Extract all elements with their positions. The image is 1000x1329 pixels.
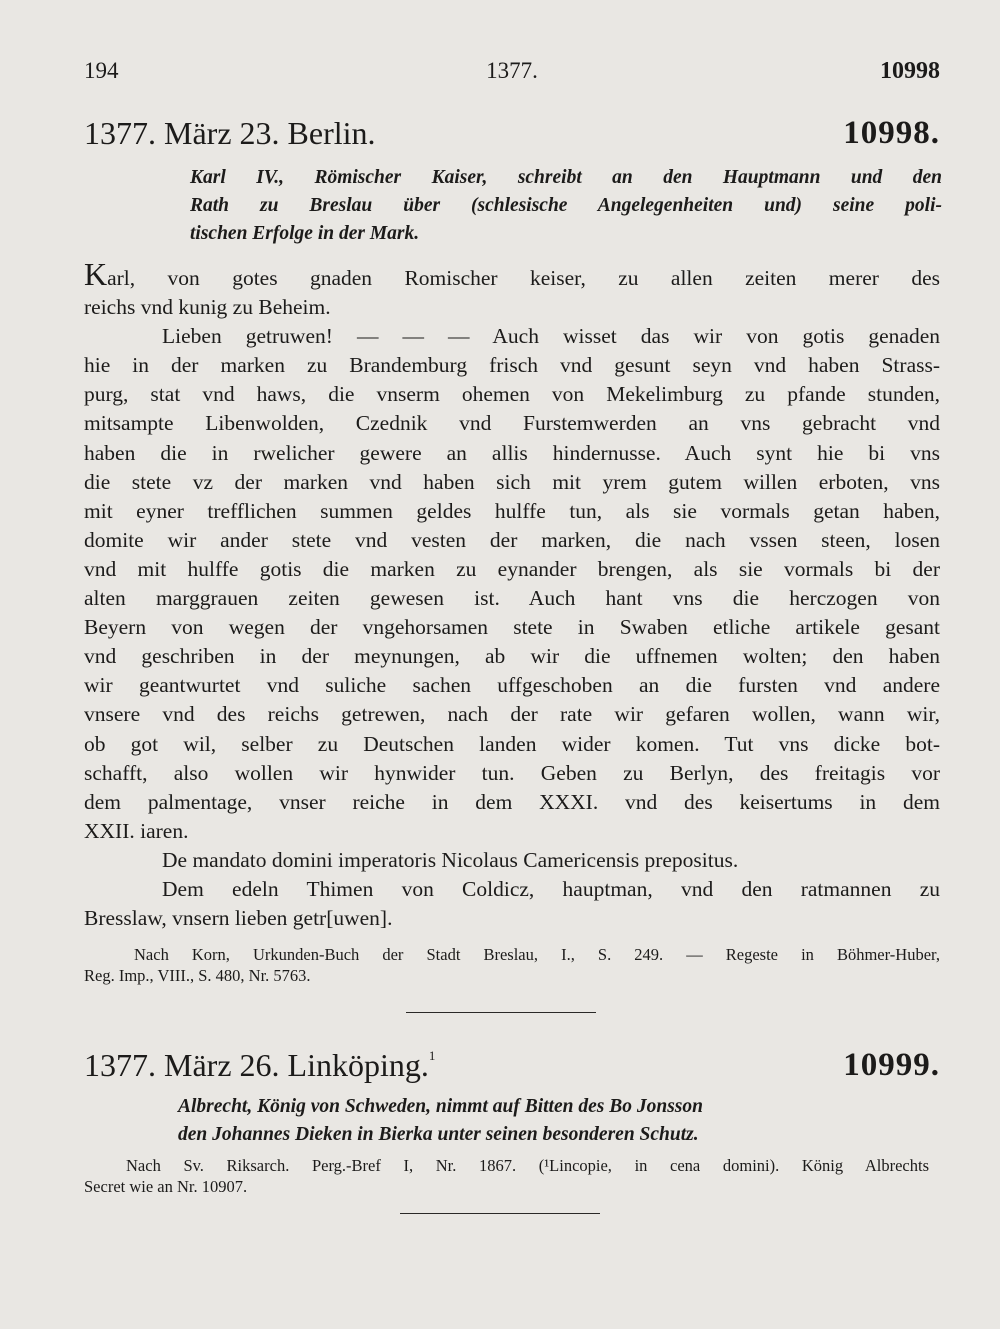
running-year: 1377.: [486, 58, 538, 83]
entry-date-place: 1377. März 26. Linköping.$^1$: [84, 1047, 436, 1083]
drop-cap: K: [84, 256, 108, 292]
running-head: [84, 58, 940, 92]
body-line: Beyern von wegen der vngehorsamen stete in Swaben etliche artikele gesant: [84, 615, 940, 640]
footnote-mark: 1: [428, 1048, 436, 1063]
running-entry-number: 10998: [880, 58, 940, 84]
section-divider: [406, 1012, 596, 1013]
document-body-text: [84, 256, 940, 933]
body-line: reichs vnd kunig zu Beheim.: [84, 295, 331, 320]
entry-number: 10999.: [843, 1047, 940, 1083]
body-line: alten marggrauen zeiten gewesen ist. Auch hant vns die herczogen von: [84, 586, 940, 611]
body-line: Dem edeln Thimen von Coldicz, hauptman, vnd den ratmannen zu: [162, 876, 940, 901]
entry-date-place: 1377. März 23. Berlin.: [84, 115, 376, 151]
body-line: schafft, also wollen wir hynwider tun. Geben zu Berlyn, des freitagis vor: [84, 760, 940, 785]
body-line: mitsampte Libenwolden, Czednik vnd Furstemwerden an vns gebracht vnd: [84, 411, 940, 436]
body-line: vnsere vnd des reichs getrewen, nach der rate wir gefaren wollen, wann wir,: [84, 702, 940, 727]
section-divider: [400, 1213, 600, 1214]
source-note-10998: [84, 944, 940, 986]
entry-summary-10999: [178, 1093, 930, 1149]
body-line: De mandato domini imperatoris Nicolaus Camericensis prepositus.: [162, 847, 739, 872]
body-line: hie in der marken zu Brandemburg frisch vnd gesunt seyn vnd haben Strass-: [84, 353, 940, 378]
summary-line: Karl IV., Römischer Kaiser, schreibt an den Hauptmann und den: [190, 167, 942, 188]
entry-number: 10998.: [843, 115, 940, 151]
body-line: Lieben getruwen! — — — Auch wisset das wir von gotis genaden: [162, 324, 940, 349]
source-note-10999: [84, 1155, 929, 1197]
entry-summary-10998: [190, 164, 942, 248]
summary-line: Rath zu Breslau über (schlesische Angelegenheiten und) seine poli-: [190, 195, 942, 216]
summary-line: tischen Erfolge in der Mark.: [190, 223, 420, 244]
body-line: vnd geschriben in der meynungen, ab wir die uffnemen wolten; den haben: [84, 644, 940, 669]
body-line: dem palmentage, vnser reiche in dem XXXI. vnd des keisertums in dem: [84, 789, 940, 814]
body-line: haben die in rwelicher gewere an allis hindernusse. Auch synt hie bi vns: [84, 440, 940, 465]
body-line: purg, stat vnd haws, die vnserm ohemen von Mekelimburg zu pfande stunden,: [84, 382, 940, 407]
body-line: wir geantwurtet vnd suliche sachen uffgeschoben an die fursten vnd andere: [84, 673, 940, 698]
page-number: 194: [84, 58, 119, 83]
body-line: Bresslaw, vnsern lieben getr[uwen].: [84, 906, 393, 931]
note-line: Nach Sv. Riksarch. Perg.-Bref I, Nr. 1867. (¹Lincopie, in cena domini). König Albrechts: [126, 1156, 929, 1175]
note-line: Nach Korn, Urkunden-Buch der Stadt Breslau, I., S. 249. — Regeste in Böhmer-Huber,: [134, 945, 940, 964]
summary-line: den Johannes Dieken in Bierka unter seinen besonderen Schutz.: [178, 1124, 699, 1145]
body-line: mit eyner trefflichen summen geldes hulffe tun, als sie vormals getan haben,: [84, 498, 940, 523]
body-line: die stete vz der marken vnd haben sich mit yrem gutem willen erboten, vns: [84, 469, 940, 494]
entry-heading-10999: [84, 1040, 940, 1084]
body-line: XXII. iaren.: [84, 818, 189, 843]
body-line: domite wir ander stete vnd vesten der marken, die nach vssen steen, losen: [84, 527, 940, 552]
body-line: vnd mit hulffe gotis die marken zu eynander brengen, als sie vormals bi der: [84, 556, 940, 581]
note-line: Secret wie an Nr. 10907.: [84, 1177, 248, 1196]
body-line: Karl, von gotes gnaden Romischer keiser, zu allen zeiten merer des: [84, 256, 940, 292]
body-line: ob got wil, selber zu Deutschen landen wider komen. Tut vns dicke bot-: [84, 731, 940, 756]
note-line: Reg. Imp., VIII., S. 480, Nr. 5763.: [84, 966, 311, 985]
entry-heading-10998: [84, 108, 940, 152]
summary-line: Albrecht, König von Schweden, nimmt auf Bitten des Bo Jonsson: [178, 1096, 703, 1117]
